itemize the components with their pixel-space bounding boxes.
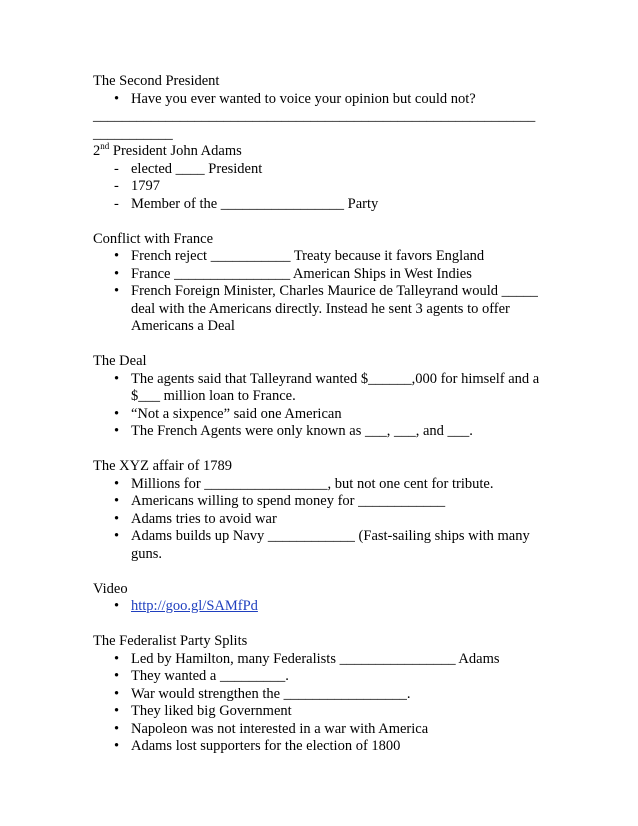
bullet-text: Adams lost supporters for the election of 1800: [131, 738, 401, 754]
dash-item: [93, 196, 551, 214]
dash-text: 1797: [131, 178, 160, 194]
bullet-icon: •: [114, 283, 120, 299]
bullet-icon: •: [114, 248, 120, 264]
answer-blank-line: ___________: [93, 125, 173, 142]
bullet-item: [93, 668, 551, 686]
section-gap: [93, 563, 551, 581]
bullet-item: [93, 406, 551, 424]
title-number: 2: [93, 143, 101, 159]
bullet-text: Napoleon was not interested in a war with America: [131, 720, 429, 737]
bullet-icon: •: [114, 650, 120, 667]
bullet-item: [93, 651, 551, 669]
section-title-john-adams: [93, 143, 551, 161]
section-gap: [93, 336, 551, 354]
bullet-text: Adams builds up Navy ____________ (Fast-sailing ships with many guns.: [131, 528, 530, 562]
bullet-item: [93, 511, 551, 529]
dash-icon: -: [114, 195, 119, 212]
bullet-text: French reject ___________ Treaty because it favors England: [131, 248, 485, 264]
bullet-text: Millions for _________________, but not one cent for tribute.: [131, 475, 494, 492]
bullet-text: They liked big Government: [131, 703, 292, 719]
section-title-the-deal: The Deal: [93, 353, 147, 369]
bullet-item: [93, 423, 551, 441]
bullet-item: [93, 686, 551, 704]
bullet-item: [93, 738, 551, 756]
title-superscript: nd: [100, 141, 110, 152]
bullet-item: [93, 476, 551, 494]
bullet-icon: •: [114, 703, 120, 719]
bullet-icon: •: [114, 738, 120, 754]
bullet-icon: •: [114, 370, 120, 387]
section-title-second-president: The Second President: [93, 73, 220, 89]
section-title-conflict-france: Conflict with France: [93, 230, 214, 247]
bullet-item: [93, 248, 551, 266]
bullet-icon: •: [114, 720, 120, 737]
section-gap: [93, 616, 551, 634]
dash-item: [93, 161, 551, 179]
bullet-text: French Foreign Minister, Charles Maurice de Talleyrand would _____ deal with the Americans directly. Instead he sent 3 agents to offer Americans a Deal: [131, 283, 538, 334]
dash-text: Member of the _________________ Party: [131, 195, 379, 212]
bullet-icon: •: [114, 493, 120, 509]
bullet-item: [93, 493, 551, 511]
bullet-text: Have you ever wanted to voice your opinion but could not?: [131, 90, 476, 107]
bullet-text: Led by Hamilton, many Federalists ________________ Adams: [131, 650, 500, 667]
bullet-icon: •: [114, 510, 120, 527]
bullet-item: [93, 283, 551, 336]
bullet-icon: •: [114, 598, 120, 614]
bullet-text: War would strengthen the _________________.: [131, 685, 411, 702]
bullet-text: The agents said that Talleyrand wanted $______,000 for himself and a $___ million loan to France.: [131, 370, 540, 404]
bullet-icon: •: [114, 475, 120, 492]
section-gap: [93, 213, 551, 231]
bullet-item: [93, 598, 551, 616]
title-rest: President John Adams: [109, 143, 242, 159]
answer-blank-line: _____________________________________________________________: [93, 108, 536, 124]
bullet-item: [93, 91, 551, 109]
bullet-item: [93, 703, 551, 721]
bullet-text: “Not a sixpence” said one American: [131, 405, 342, 422]
section-gap: [93, 441, 551, 459]
bullet-text: They wanted a _________.: [131, 668, 289, 684]
bullet-item: [93, 266, 551, 284]
section-title-xyz-affair: The XYZ affair of 1789: [93, 458, 233, 474]
bullet-icon: •: [114, 668, 120, 684]
bullet-icon: •: [114, 685, 120, 702]
section-title-federalist-split: The Federalist Party Splits: [93, 633, 248, 649]
dash-item: [93, 178, 551, 196]
bullet-text: France ________________ American Ships in West Indies: [131, 265, 472, 282]
document-content: [93, 73, 551, 756]
bullet-icon: •: [114, 90, 120, 107]
bullet-icon: •: [114, 528, 120, 544]
video-link[interactable]: http://goo.gl/SAMfPd: [131, 598, 258, 614]
dash-icon: -: [114, 160, 119, 177]
bullet-icon: •: [114, 423, 120, 439]
bullet-text: The French Agents were only known as ___, ___, and ___.: [131, 423, 473, 439]
bullet-item: [93, 528, 551, 563]
bullet-text: Americans willing to spend money for ____________: [131, 493, 446, 509]
dash-icon: -: [114, 178, 119, 194]
section-title-video: Video: [93, 580, 128, 597]
dash-text: elected ____ President: [131, 160, 263, 177]
bullet-text: Adams tries to avoid war: [131, 510, 277, 527]
bullet-item: [93, 371, 551, 406]
bullet-icon: •: [114, 265, 120, 282]
bullet-icon: •: [114, 405, 120, 422]
bullet-item: [93, 721, 551, 739]
